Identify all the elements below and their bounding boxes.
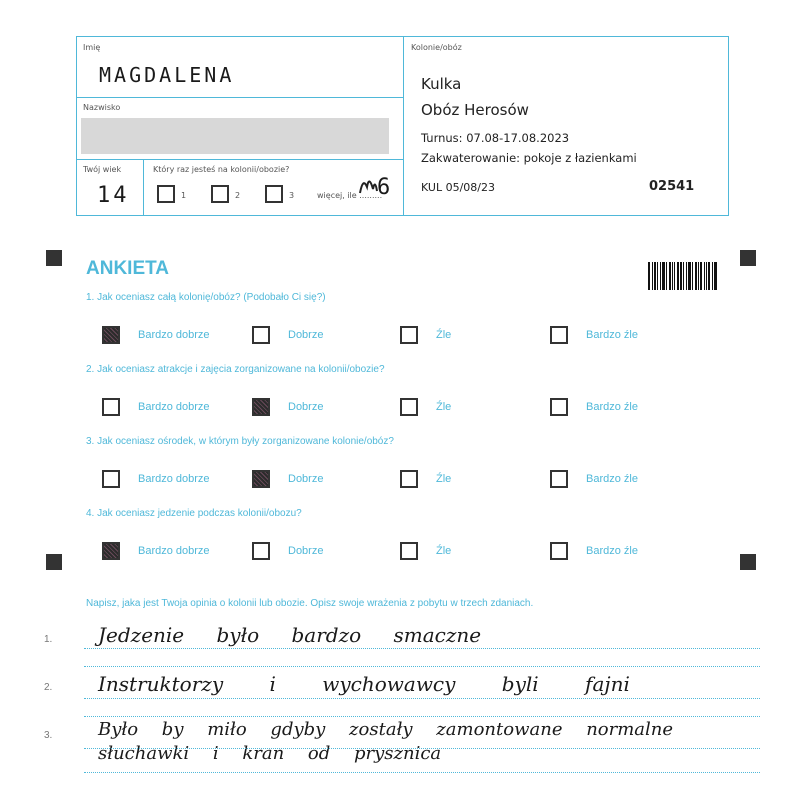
barcode-bar	[686, 262, 687, 290]
visits-checkbox-2[interactable]	[211, 185, 229, 203]
barcode-bar	[714, 262, 717, 290]
camp-code: KUL 05/08/23	[421, 181, 495, 194]
question-3-option-3: Źle	[436, 473, 452, 485]
question-2-option-3: Źle	[436, 401, 452, 413]
question-2-option-1: Bardzo dobrze	[138, 401, 210, 413]
question-2: 2. Jak oceniasz atrakcje i zajęcia zorganizowane na kolonii/obozie?	[86, 364, 385, 375]
question-1-option-3: Źle	[436, 329, 452, 341]
question-3-checkbox-2[interactable]	[252, 470, 270, 488]
barcode-bar	[700, 262, 702, 290]
barcode-bar	[672, 262, 673, 290]
visits-checkbox-1[interactable]	[157, 185, 175, 203]
question-1-option-4: Bardzo źle	[586, 329, 638, 341]
barcode-bar	[660, 262, 661, 290]
barcode-bar	[652, 262, 653, 290]
barcode-bar	[683, 262, 684, 290]
opinion-num-1: 1.	[44, 634, 53, 645]
barcode-bar	[698, 262, 699, 290]
visits-option-2: 2	[235, 191, 241, 200]
registration-marker-top-right	[740, 250, 756, 266]
opinion-num-2: 2.	[44, 682, 53, 693]
opinion-line-1[interactable]: Jedzenie było bardzo smaczne	[98, 623, 482, 647]
barcode-bar	[680, 262, 682, 290]
question-1-checkbox-3[interactable]	[400, 326, 418, 344]
visits-more-value[interactable]: 6	[377, 175, 394, 200]
barcode-bar	[677, 262, 679, 290]
question-3-checkbox-4[interactable]	[550, 470, 568, 488]
first-name-value[interactable]: MAGDALENA	[99, 63, 235, 87]
registration-marker-top-left	[46, 250, 62, 266]
barcode-bar	[712, 262, 713, 290]
question-4-checkbox-4[interactable]	[550, 542, 568, 560]
camp-label: Kolonie/obóz	[411, 43, 462, 52]
age-value[interactable]: 14	[97, 183, 130, 208]
barcode-bar	[695, 262, 697, 290]
opinion-prompt: Napisz, jaka jest Twoja opinia o kolonii lub obozie. Opisz swoje wrażenia z pobytu w trzech zdaniach.	[86, 598, 534, 609]
question-4-option-1: Bardzo dobrze	[138, 545, 210, 557]
last-name-label: Nazwisko	[83, 103, 121, 112]
barcode-bar	[662, 262, 665, 290]
question-2-checkbox-4[interactable]	[550, 398, 568, 416]
question-1-checkbox-1[interactable]	[102, 326, 120, 344]
camp-title: Obóz Herosów	[421, 101, 529, 119]
accommodation: Zakwaterowanie: pokoje z łazienkami	[421, 151, 637, 165]
divider-1	[77, 97, 403, 98]
opinion-dots-3b	[84, 772, 760, 773]
question-4-option-2: Dobrze	[288, 545, 324, 557]
opinion-line-2[interactable]: Instruktorzy i wychowawcy byli fajni	[98, 672, 630, 696]
opinion-dots-3	[84, 748, 760, 749]
registration-marker-bottom-right	[740, 554, 756, 570]
barcode-bar	[692, 262, 693, 290]
age-label: Twój wiek	[83, 165, 122, 174]
barcode-bar	[674, 262, 675, 290]
visits-option-3: 3	[289, 191, 295, 200]
visits-more-label: więcej, ile .........	[317, 191, 383, 200]
question-3-checkbox-1[interactable]	[102, 470, 120, 488]
barcode-bar	[657, 262, 658, 290]
question-4-checkbox-1[interactable]	[102, 542, 120, 560]
form-number: 02541	[649, 179, 695, 194]
question-2-option-2: Dobrze	[288, 401, 324, 413]
question-2-option-4: Bardzo źle	[586, 401, 638, 413]
first-name-label: Imię	[83, 43, 101, 52]
header-divider	[403, 37, 404, 215]
visits-option-1: 1	[181, 191, 187, 200]
turnus: Turnus: 07.08-17.08.2023	[421, 131, 570, 145]
header-form	[76, 36, 729, 216]
opinion-dots-1b	[84, 666, 760, 667]
visits-checkbox-3[interactable]	[265, 185, 283, 203]
question-1-option-2: Dobrze	[288, 329, 324, 341]
survey-title: ANKIETA	[86, 258, 170, 279]
question-4-checkbox-3[interactable]	[400, 542, 418, 560]
question-3: 3. Jak oceniasz ośrodek, w którym były zorganizowane kolonie/obóz?	[86, 436, 394, 447]
barcode-bar	[688, 262, 691, 290]
barcode-bar	[669, 262, 671, 290]
question-1-checkbox-2[interactable]	[252, 326, 270, 344]
question-4-option-4: Bardzo źle	[586, 545, 638, 557]
question-2-checkbox-3[interactable]	[400, 398, 418, 416]
question-3-option-1: Bardzo dobrze	[138, 473, 210, 485]
visits-more-scribble	[357, 173, 379, 197]
opinion-line-3[interactable]: Było by miło gdyby zostały zamontowane normalne słuchawki i kran od prysznica	[98, 719, 674, 764]
barcode-bar	[708, 262, 710, 290]
divider-3	[143, 159, 144, 215]
opinion-dots-1	[84, 648, 760, 649]
barcode-bar	[706, 262, 707, 290]
opinion-num-3: 3.	[44, 730, 53, 741]
question-3-option-2: Dobrze	[288, 473, 324, 485]
question-3-option-4: Bardzo źle	[586, 473, 638, 485]
question-2-checkbox-1[interactable]	[102, 398, 120, 416]
barcode	[648, 262, 717, 290]
visits-label: Który raz jesteś na kolonii/obozie?	[153, 165, 290, 174]
question-4: 4. Jak oceniasz jedzenie podczas kolonii/obozu?	[86, 508, 302, 519]
question-4-checkbox-2[interactable]	[252, 542, 270, 560]
last-name-redacted	[81, 118, 389, 154]
barcode-bar	[654, 262, 656, 290]
barcode-bar	[704, 262, 705, 290]
camp-name: Kulka	[421, 75, 462, 93]
question-2-checkbox-2[interactable]	[252, 398, 270, 416]
barcode-bar	[648, 262, 650, 290]
opinion-dots-2	[84, 698, 760, 699]
question-1-option-1: Bardzo dobrze	[138, 329, 210, 341]
barcode-bar	[666, 262, 667, 290]
question-4-option-3: Źle	[436, 545, 452, 557]
question-1-checkbox-4[interactable]	[550, 326, 568, 344]
opinion-dots-2b	[84, 716, 760, 717]
question-3-checkbox-3[interactable]	[400, 470, 418, 488]
divider-2	[77, 159, 403, 160]
question-1: 1. Jak oceniasz całą kolonię/obóz? (Podobało Ci się?)	[86, 292, 326, 303]
registration-marker-bottom-left	[46, 554, 62, 570]
